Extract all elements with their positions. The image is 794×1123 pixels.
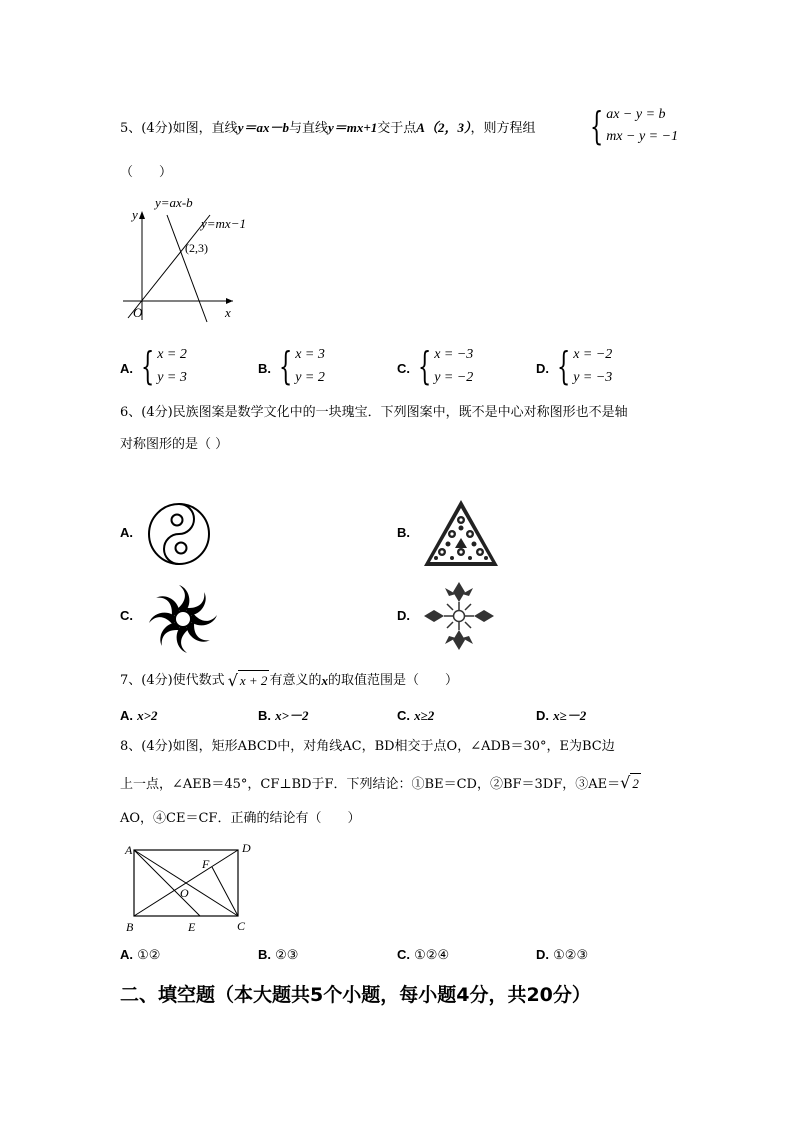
sqrt-icon: √ — [620, 773, 631, 792]
q8-option-d[interactable] — [536, 945, 588, 966]
q7-option-b[interactable] — [258, 706, 309, 727]
q5-option-a-x: x = 2 — [157, 347, 187, 362]
q5-line1-eq: y＝ax－b — [237, 120, 289, 135]
q5-equation-system — [590, 104, 678, 148]
q7-option-c[interactable] — [397, 706, 434, 727]
q7-option-d[interactable] — [536, 706, 586, 727]
q5-line-ax-b — [167, 215, 207, 322]
q8-option-d-label: D. — [536, 947, 549, 962]
left-brace-icon: { — [279, 344, 293, 388]
q5-option-c-x: x = −3 — [434, 347, 474, 362]
q5-point-label: (2,3) — [185, 241, 208, 255]
q8-option-b[interactable] — [258, 945, 298, 966]
q8-label-d: D — [242, 841, 251, 855]
q5-graph — [115, 195, 265, 325]
q8-label-a: A — [125, 843, 133, 857]
q5-option-d-system — [557, 343, 612, 389]
q5-text-before: 5、(4分)如图，直线 — [120, 121, 238, 136]
q6-stem-line2: 对称图形的是（ ） — [120, 437, 229, 452]
x-axis-arrow-icon — [226, 298, 233, 304]
q5-option-a[interactable] — [120, 343, 187, 389]
q5-option-d-y: y = −3 — [573, 370, 613, 385]
q8-label-c: C — [237, 919, 246, 933]
q5-option-b-x: x = 3 — [295, 347, 325, 362]
q8-option-a-text: ①② — [137, 948, 161, 963]
q8-label-b: B — [126, 920, 134, 934]
q5-option-c-y: y = −2 — [434, 370, 474, 385]
q5-option-b[interactable] — [258, 343, 325, 389]
q8-option-c-text: ①②④ — [414, 948, 450, 963]
q8-rectangle-figure — [120, 840, 260, 935]
q7-option-b-label: B. — [258, 708, 271, 723]
q5-option-b-system — [279, 343, 325, 389]
q7-after2: 的取值范围是（ ） — [327, 672, 458, 688]
q8-option-a[interactable] — [120, 945, 160, 966]
q6-option-c-label[interactable]: C. — [120, 608, 133, 623]
q5-y-label: y — [132, 207, 138, 222]
q8-option-a-label: A. — [120, 947, 133, 962]
q5-point: A（2，3） — [416, 120, 471, 135]
q8-label-f: F — [202, 857, 210, 871]
q5-line2-label: y=mx−1 — [201, 216, 246, 231]
q5-option-d-label: D. — [536, 360, 549, 376]
q7-option-a-text: x>2 — [137, 708, 158, 723]
q8-option-b-text: ②③ — [275, 948, 299, 963]
q7-var: x — [321, 672, 328, 688]
q7-option-c-label: C. — [397, 708, 410, 723]
q5-text-after: ，则方程组 — [470, 121, 536, 136]
q5-option-d-x: x = −2 — [573, 347, 613, 362]
q8-segment-cf — [212, 867, 238, 916]
q8-label-e: E — [188, 920, 196, 934]
q7-radicand: x + 2 — [238, 670, 270, 691]
q5-x-label: x — [225, 305, 231, 320]
q8-option-b-label: B. — [258, 947, 271, 962]
q5-mid1: 与直线 — [288, 121, 328, 136]
q7-option-a-label: A. — [120, 708, 133, 723]
q5-option-c[interactable] — [397, 343, 473, 389]
q5-origin-label: O — [133, 305, 143, 320]
q7-option-d-text: x≥－2 — [553, 708, 587, 723]
left-brace-icon: { — [557, 344, 571, 388]
spiral-flower-icon[interactable] — [146, 582, 220, 656]
section-heading: 二、填空题（本大题共5个小题，每小题4分，共20分） — [120, 984, 591, 1006]
q7-option-d-label: D. — [536, 708, 549, 723]
q8-line2-radicand: 2 — [630, 773, 641, 794]
q5-line1-label: y=ax-b — [155, 195, 193, 210]
q8-option-d-text: ①②③ — [553, 948, 589, 963]
q7-before: 7、(4分)使代数式 — [120, 672, 225, 688]
q5-line-mx-1 — [128, 215, 210, 318]
left-brace-icon: { — [418, 344, 432, 388]
q7-option-b-text: x>－2 — [275, 708, 309, 723]
q5-system-row1: ax − y = b — [606, 107, 666, 122]
four-point-ornament-icon[interactable] — [422, 580, 496, 652]
q7-after: 有意义的 — [269, 672, 322, 688]
left-brace-icon: { — [141, 344, 155, 388]
q5-system-row2: mx − y = −1 — [606, 129, 679, 144]
q7-option-a[interactable] — [120, 706, 158, 727]
q5-mid2: 交于点 — [377, 121, 417, 136]
q8-stem-line1: 8、(4分)如图，矩形ABCD中，对角线AC，BD相交于点O，∠ADB＝30°，E为BC边 — [120, 739, 615, 754]
left-brace-icon: { — [590, 104, 604, 148]
q8-stem-line3: AO，④CE＝CF．正确的结论有（ ） — [120, 811, 361, 826]
q5-option-a-y: y = 3 — [157, 370, 187, 385]
ornamental-triangle-icon[interactable] — [422, 498, 500, 568]
q8-stem-line2 — [120, 773, 641, 795]
q5-option-c-system — [418, 343, 473, 389]
q5-stem — [120, 118, 535, 139]
y-axis-arrow-icon — [139, 211, 145, 219]
q5-option-b-y: y = 2 — [295, 370, 325, 385]
q6-option-a-label[interactable]: A. — [120, 525, 133, 540]
q8-option-c-label: C. — [397, 947, 410, 962]
q6-stem-line1: 6、(4分)民族图案是数学文化中的一块瑰宝．下列图案中，既不是中心对称图形也不是轴 — [120, 405, 628, 420]
q7-option-c-text: x≥2 — [414, 708, 435, 723]
sqrt-icon: √ — [227, 670, 238, 690]
q8-line2-text: 上一点，∠AEB＝45°，CF⊥BD于F．下列结论：①BE＝CD，②BF＝3DF，③AE＝ — [120, 777, 621, 792]
q5-answer-paren: （ ） — [120, 165, 173, 180]
q5-option-c-label: C. — [397, 360, 410, 376]
q8-segment-ae — [134, 850, 200, 916]
yin-yang-icon[interactable] — [147, 502, 211, 566]
q5-option-d[interactable] — [536, 343, 612, 389]
q6-option-d-label[interactable]: D. — [397, 608, 410, 623]
q8-option-c[interactable] — [397, 945, 449, 966]
q6-option-b-label[interactable]: B. — [397, 525, 410, 540]
q8-label-o: O — [180, 886, 189, 900]
q7-stem — [120, 670, 458, 691]
q5-line2-eq: y＝mx+1 — [327, 120, 378, 135]
q5-option-a-system — [141, 343, 187, 389]
q5-option-a-label: A. — [120, 360, 133, 376]
q5-option-b-label: B. — [258, 360, 271, 376]
